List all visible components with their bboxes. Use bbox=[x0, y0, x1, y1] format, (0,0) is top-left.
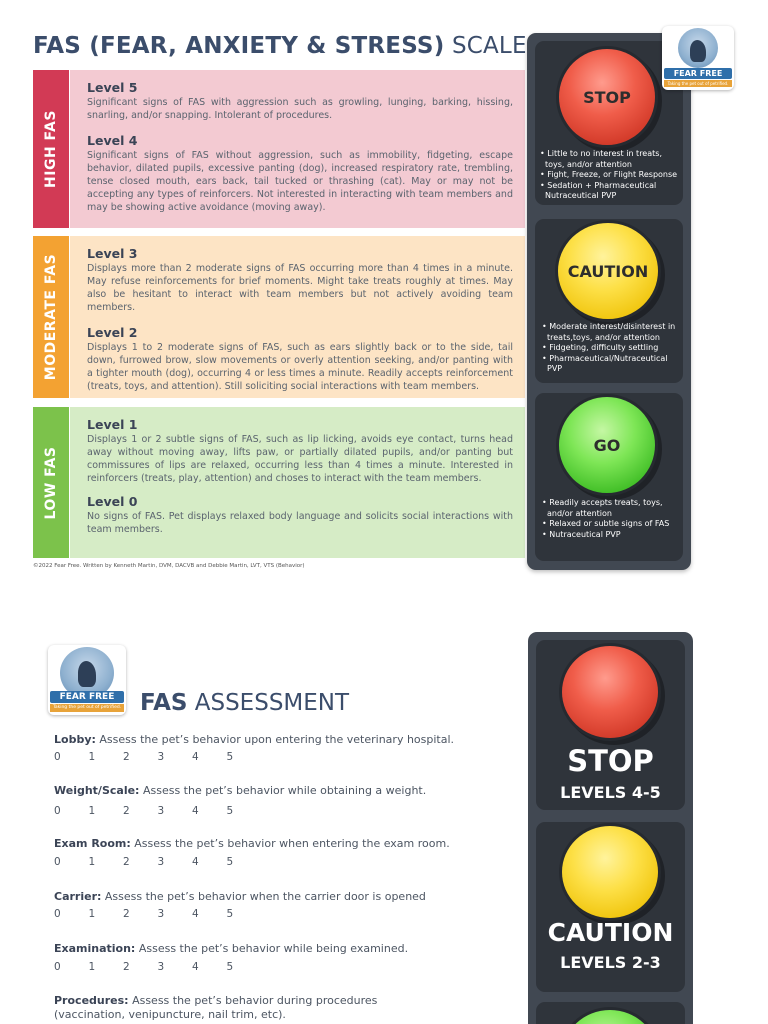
stop-label: STOP bbox=[583, 87, 631, 107]
score-scale[interactable] bbox=[54, 856, 261, 868]
question-procedures bbox=[54, 994, 394, 1022]
band-body-low bbox=[70, 407, 525, 558]
level-1-heading: Level 1 bbox=[87, 417, 138, 432]
score-3[interactable]: 3 bbox=[157, 908, 165, 920]
level-3-heading: Level 3 bbox=[87, 246, 138, 261]
band-low-fas bbox=[33, 407, 525, 558]
band-label-high: HIGH FAS bbox=[43, 110, 59, 188]
go-bullet-1: • Readily accepts treats, toys, and/or attention bbox=[541, 498, 679, 519]
question-carrier bbox=[54, 890, 426, 904]
score-2[interactable]: 2 bbox=[123, 856, 130, 868]
score-5[interactable]: 5 bbox=[226, 805, 234, 817]
band-body-moderate bbox=[70, 236, 525, 398]
stop-bullets bbox=[539, 149, 679, 202]
copyright-note: ©2022 Fear Free. Written by Kenneth Martin, DVM, DACVB and Debbie Martin, LVT, VTS (Behavior) bbox=[33, 563, 305, 569]
score-4[interactable]: 4 bbox=[192, 751, 199, 763]
caution-bullet-2: • Fidgeting, difficulty settling bbox=[541, 343, 679, 354]
title-light: SCALE bbox=[451, 33, 527, 59]
score-5[interactable]: 5 bbox=[226, 751, 234, 763]
score-1[interactable]: 1 bbox=[88, 856, 96, 868]
score-3[interactable]: 3 bbox=[157, 961, 165, 973]
score-scale[interactable] bbox=[54, 961, 261, 973]
score-5[interactable]: 5 bbox=[226, 856, 234, 868]
band-label-moderate: MODERATE FAS bbox=[43, 253, 59, 381]
question-label: Weight/Scale: bbox=[54, 784, 140, 797]
score-1[interactable]: 1 bbox=[88, 961, 96, 973]
fear-free-logo-2 bbox=[48, 645, 126, 715]
title-bold: FAS (FEAR, ANXIETY & STRESS) bbox=[33, 33, 445, 59]
score-2[interactable]: 2 bbox=[123, 908, 130, 920]
caution-levels: LEVELS 2-3 bbox=[560, 953, 661, 972]
logo-name-2: FEAR FREE bbox=[50, 691, 124, 703]
score-1[interactable]: 1 bbox=[88, 908, 96, 920]
question-label: Exam Room: bbox=[54, 837, 131, 850]
level-0-heading: Level 0 bbox=[87, 494, 138, 509]
caution-light bbox=[558, 223, 658, 319]
caution-bullet-3: • Pharmaceutical/Nutraceutical PVP bbox=[541, 354, 679, 375]
band-moderate-fas bbox=[33, 236, 525, 398]
score-2[interactable]: 2 bbox=[123, 805, 130, 817]
level-3-text: Displays more than 2 moderate signs of FAS occurring more than 4 times in a minute. May refuse reinforcements for brief moments. Might take treats roughly at times. May also be hesitant to interact with team members but not actively avoiding team members. bbox=[87, 263, 513, 313]
level-5-text: Significant signs of FAS with aggression such as growling, lunging, barking, hissing, snarling, and/or snapping. Intolerant of procedures. bbox=[87, 97, 513, 121]
go-bullets bbox=[541, 498, 679, 540]
go-bullet-3: • Nutraceutical PVP bbox=[541, 530, 679, 541]
question-lobby bbox=[54, 733, 454, 747]
caution-light-2 bbox=[562, 826, 658, 918]
score-0[interactable]: 0 bbox=[54, 961, 61, 973]
stop-light-2 bbox=[562, 646, 658, 738]
caution-cell-2 bbox=[536, 822, 685, 992]
score-scale[interactable] bbox=[54, 751, 261, 763]
question-label: Lobby: bbox=[54, 733, 96, 746]
score-4[interactable]: 4 bbox=[192, 908, 199, 920]
stop-bullet-2: • Fight, Freeze, or Flight Response bbox=[539, 170, 679, 181]
score-4[interactable]: 4 bbox=[192, 856, 199, 868]
caution-cell bbox=[535, 219, 683, 383]
go-cell-2 bbox=[536, 1002, 685, 1024]
go-label: GO bbox=[593, 435, 621, 455]
level-4-text: Significant signs of FAS without aggression, such as immobility, fidgeting, escape behavior, dilated pupils, excessive panting (dog), increased respiratory rate, trembling, tense closed mouth, ears back, tail tucked or thrashing (cat). May or may not be accepting any types of reinforcers. Not interested in interacting with team members and may be showing active avoidance (moving away). bbox=[87, 150, 513, 213]
assessment-title-bold: FAS bbox=[140, 690, 188, 716]
level-5-heading: Level 5 bbox=[87, 80, 138, 95]
level-1-text: Displays 1 or 2 subtle signs of FAS, such as lip licking, avoids eye contact, turns head away without moving away, lifts paw, or partially dilated pupils, and/or panting but commissures of lips are relaxed, occurring less than 4 times a minute. Interested in reinforcers (treats, play, attention) and choses to interact with the team members. bbox=[87, 434, 513, 484]
logo-name: FEAR FREE bbox=[664, 68, 732, 79]
stop-cell bbox=[535, 41, 683, 205]
dog-silhouette-icon bbox=[690, 40, 706, 62]
stop-bullet-1: • Little to no interest in treats, toys, and/or attention bbox=[539, 149, 679, 170]
score-scale[interactable] bbox=[54, 805, 261, 817]
band-high-fas bbox=[33, 70, 525, 228]
band-label-low: LOW FAS bbox=[43, 445, 59, 520]
question-text: Assess the pet’s behavior when the carrier door is opened bbox=[104, 890, 426, 903]
question-text: Assess the pet’s behavior while obtaining a weight. bbox=[142, 784, 427, 797]
question-text: Assess the pet’s behavior when entering the exam room. bbox=[134, 837, 450, 850]
score-4[interactable]: 4 bbox=[192, 961, 199, 973]
stop-bullet-3: • Sedation + Pharmaceutical Nutraceutical PVP bbox=[539, 181, 679, 202]
level-2-heading: Level 2 bbox=[87, 325, 138, 340]
question-text: Assess the pet’s behavior while being examined. bbox=[138, 942, 409, 955]
question-label: Examination: bbox=[54, 942, 136, 955]
stop-label-2: STOP bbox=[567, 744, 654, 778]
level-0-text: No signs of FAS. Pet displays relaxed body language and solicits social interactions with team members. bbox=[87, 511, 513, 535]
score-2[interactable]: 2 bbox=[123, 961, 130, 973]
logo-tagline-2: Taking the pet out of petrified. bbox=[50, 704, 124, 712]
question-weight-scale bbox=[54, 784, 426, 798]
go-light-2 bbox=[562, 1010, 658, 1024]
caution-bullets bbox=[541, 322, 679, 375]
stop-levels: LEVELS 4-5 bbox=[560, 783, 661, 802]
score-4[interactable]: 4 bbox=[192, 805, 199, 817]
go-cell bbox=[535, 393, 683, 561]
traffic-light-panel bbox=[527, 33, 691, 570]
score-1[interactable]: 1 bbox=[88, 751, 96, 763]
question-text: Assess the pet’s behavior during procedures (vaccination, venipuncture, nail trim, etc). bbox=[54, 994, 378, 1021]
caution-label: CAUTION bbox=[567, 261, 649, 281]
score-3[interactable]: 3 bbox=[157, 751, 165, 763]
question-exam-room bbox=[54, 837, 450, 851]
question-text: Assess the pet’s behavior upon entering the veterinary hospital. bbox=[99, 733, 455, 746]
score-3[interactable]: 3 bbox=[157, 805, 165, 817]
page-title bbox=[33, 33, 527, 59]
score-0[interactable]: 0 bbox=[54, 856, 61, 868]
score-0[interactable]: 0 bbox=[54, 908, 61, 920]
traffic-light-panel-2 bbox=[528, 632, 693, 1024]
stop-light bbox=[559, 49, 655, 145]
assessment-title-light: ASSESSMENT bbox=[194, 690, 350, 716]
score-scale[interactable] bbox=[54, 908, 261, 920]
question-label: Carrier: bbox=[54, 890, 102, 903]
level-4-heading: Level 4 bbox=[87, 133, 138, 148]
score-2[interactable]: 2 bbox=[123, 751, 130, 763]
score-3[interactable]: 3 bbox=[157, 856, 165, 868]
logo-tagline: Taking the pet out of petrified. bbox=[664, 80, 732, 87]
fear-free-logo bbox=[662, 26, 734, 90]
band-side-low bbox=[33, 407, 69, 558]
question-label: Procedures: bbox=[54, 994, 129, 1007]
level-2-text: Displays 1 to 2 moderate signs of FAS, such as ears slightly back or to the side, tail down, furrowed brow, slow movements or overly attention seeking, and/or panting with a tighter mouth (dog), occurring 4 or less times a minute. Readily accepts reinforcement (treats, toys, and attention). Still soliciting social interactions with team members. bbox=[87, 342, 513, 392]
band-side-high bbox=[33, 70, 69, 228]
go-light bbox=[559, 397, 655, 493]
score-1[interactable]: 1 bbox=[88, 805, 96, 817]
assessment-title bbox=[140, 690, 349, 716]
score-5[interactable]: 5 bbox=[226, 908, 234, 920]
dog-silhouette-icon bbox=[78, 661, 96, 687]
score-0[interactable]: 0 bbox=[54, 805, 61, 817]
band-side-moderate bbox=[33, 236, 69, 398]
question-examination bbox=[54, 942, 408, 956]
stop-cell-2 bbox=[536, 640, 685, 810]
caution-bullet-1: • Moderate interest/disinterest in treats,toys, and/or attention bbox=[541, 322, 679, 343]
band-body-high bbox=[70, 70, 525, 228]
caution-label-2: CAUTION bbox=[547, 918, 674, 947]
score-5[interactable]: 5 bbox=[226, 961, 234, 973]
score-0[interactable]: 0 bbox=[54, 751, 61, 763]
go-bullet-2: • Relaxed or subtle signs of FAS bbox=[541, 519, 679, 530]
